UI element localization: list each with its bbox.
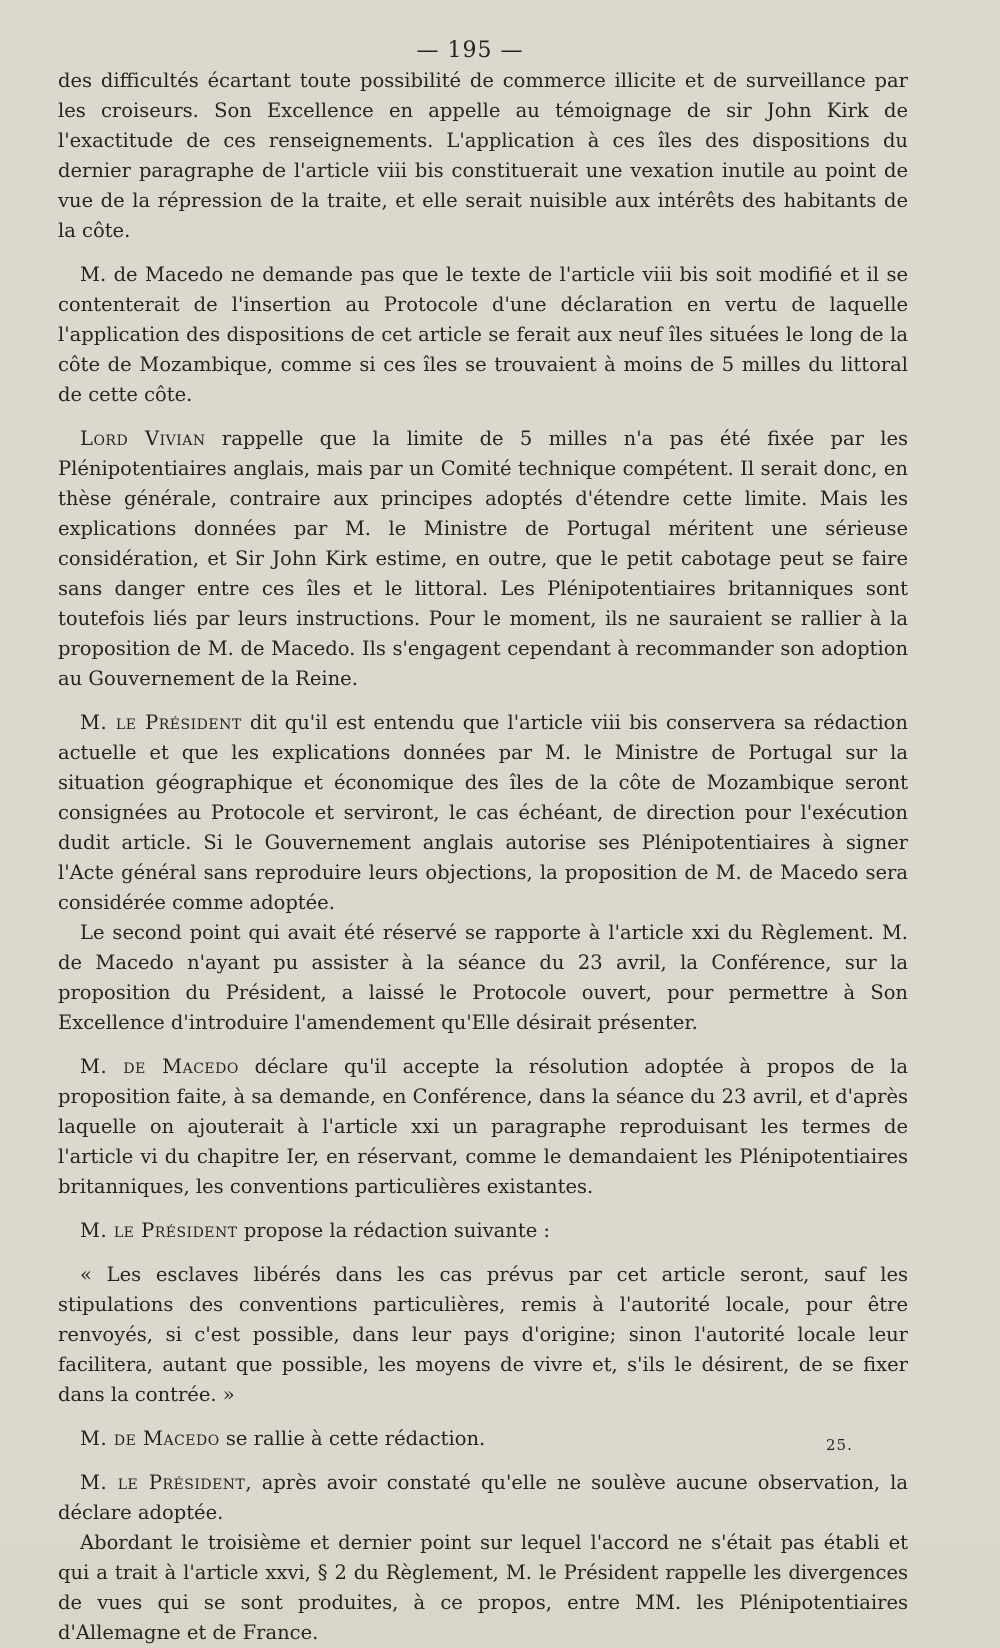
speaker-name: M. le Président — [80, 711, 242, 734]
paragraph-5 — [58, 918, 908, 1038]
speaker-name: M. le Président — [80, 1219, 238, 1242]
paragraph-3 — [58, 424, 908, 694]
paragraph-text: rappelle que la limite de 5 milles n'a pas été fixée par les Plénipotentiaires anglais, mais par un Comité technique compétent. Il serait donc, en thèse générale, contraire aux principes adoptés d'étendre cette limite. Mais les explications données par M. le Ministre de Portugal méritent une sérieuse considération, et Sir John Kirk estime, en outre, que le petit cabotage peut se faire sans danger entre ces îles et le littoral. Les Plénipotentiaires britanniques sont toutefois liés par leurs instructions. Pour le moment, ils ne sauraient se rallier à la proposition de M. de Macedo. Ils s'engagent cependant à recommander son adoption au Gouvernement de la Reine. — [58, 427, 908, 690]
paragraph-10 — [58, 1468, 908, 1528]
paragraph-2 — [58, 260, 908, 410]
quoted-resolution — [58, 1260, 908, 1410]
paragraph-text: se rallie à cette rédaction. — [219, 1427, 486, 1450]
paragraph-11 — [58, 1528, 908, 1648]
speaker-name: M. le Président — [80, 1471, 246, 1494]
paragraph-text: Abordant le troisième et dernier point sur lequel l'accord ne s'était pas établi et qui a trait à l'article xxvi, § 2 du Règlement, M. le Président rappelle les divergences de vues qui se sont produites, à ce propos, entre MM. les Plénipotentiaires d'Allemagne et de France. — [58, 1531, 908, 1644]
paragraph-9 — [58, 1424, 908, 1454]
paragraph-6 — [58, 1052, 908, 1202]
paragraph-text: Le second point qui avait été réservé se rapporte à l'article xxi du Règlement. M. de Macedo n'ayant pu assister à la séance du 23 avril, la Conférence, sur la proposition du Président, a laissé le Protocole ouvert, pour permettre à Son Excellence d'introduire l'amendement qu'Elle désirait présenter. — [58, 921, 908, 1034]
paragraph-text: propose la rédaction suivante : — [237, 1219, 551, 1242]
signature-mark: 25. — [826, 1436, 853, 1454]
paragraph-text: M. de Macedo ne demande pas que le texte de l'article viii bis soit modifié et il se contenterait de l'insertion au Protocole d'une déclaration en vertu de laquelle l'application des dispositions de cet article se ferait aux neuf îles situées le long de la côte de Mozambique, comme si ces îles se trouvaient à moins de 5 milles du littoral de cette côte. — [58, 263, 908, 406]
paragraph-text: déclare qu'il accepte la résolution adoptée à propos de la proposition faite, à sa demande, en Conférence, dans la séance du 23 avril, et d'après laquelle on ajouterait à l'article xxi un paragraphe reproduisant les termes de l'article vi du chapitre Ier, en réservant, comme le demandaient les Plénipotentiaires britanniques, les conventions particulières existantes. — [58, 1055, 908, 1198]
speaker-name: M. de Macedo — [80, 1055, 239, 1078]
page-number: — 195 — — [416, 38, 524, 63]
paragraph-text: , après avoir constaté qu'elle ne soulève aucune observation, la déclare adoptée. — [58, 1471, 908, 1524]
paragraph-text: des difficultés écartant toute possibilité de commerce illicite et de surveillance par les croiseurs. Son Excellence en appelle au témoignage de sir John Kirk de l'exactitude de ces renseignements. L'application à ces îles des dispositions du dernier paragraphe de l'article viii bis constituerait une vexation inutile au point de vue de la répression de la traite, et elle serait nuisible aux intérêts des habitants de la côte. — [58, 69, 908, 242]
page-body — [58, 66, 908, 1648]
paragraph-text: « Les esclaves libérés dans les cas prévus par cet article seront, sauf les stipulations des conventions particulières, remis à l'autorité locale, pour être renvoyés, si c'est possible, dans leur pays d'origine; sinon l'autorité locale leur facilitera, autant que possible, les moyens de vivre et, s'ils le désirent, de se fixer dans la contrée. » — [58, 1263, 908, 1406]
speaker-name: M. de Macedo — [80, 1427, 220, 1450]
paragraph-1 — [58, 66, 908, 246]
paragraph-4 — [58, 708, 908, 918]
paragraph-text: dit qu'il est entendu que l'article viii bis conservera sa rédaction actuelle et que les explications données par M. le Ministre de Portugal sur la situation géographique et économique des îles de la côte de Mozambique seront consignées au Protocole et serviront, le cas échéant, de direction pour l'exécution dudit article. Si le Gouvernement anglais autorise ses Plénipotentiaires à signer l'Acte général sans reproduire leurs objections, la proposition de M. de Macedo sera considérée comme adoptée. — [58, 711, 908, 914]
paragraph-7 — [58, 1216, 908, 1246]
speaker-name: Lord Vivian — [80, 427, 206, 450]
